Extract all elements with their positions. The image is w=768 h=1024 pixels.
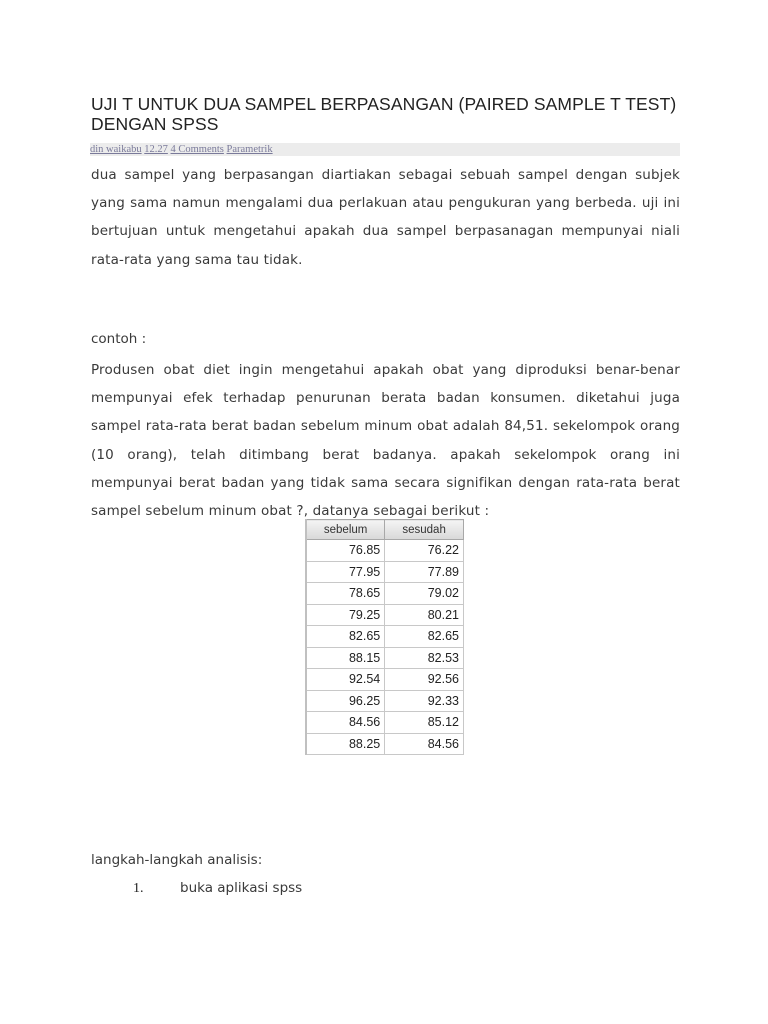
example-paragraph: Produsen obat diet ingin mengetahui apakah obat yang diproduksi benar-benar mempunyai efek terhadap penurunan berata badan konsumen. diketahui juga sampel rata-rata berat badan sebelum minum obat adalah 84,51. sekelompok orang (10 orang), telah ditimbang berat badanya. apakah sekelompok orang ini mempunyai berat badan yang tidak sama secara signifikan dengan rata-rata berat sampel sebelum minum obat ?, datanya sebagai berikut :	[91, 362, 680, 520]
cell-sesudah: 76.22	[385, 540, 464, 562]
cell-sesudah: 92.56	[385, 669, 464, 691]
table-row	[306, 733, 464, 755]
table-row	[306, 669, 464, 691]
example-label: contoh :	[91, 331, 147, 347]
intro-paragraph: dua sampel yang berpasangan diartiakan sebagai sebuah sampel dengan subjek yang sama namun mengalami dua perlakuan atau pengukuran yang berbeda. uji ini bertujuan untuk mengetahui apakah dua sampel berpasanagan mempunyai niali rata-rata yang sama tau tidak.	[91, 167, 680, 268]
step-text: buka aplikasi spss	[180, 880, 303, 896]
cell-sesudah: 82.53	[385, 647, 464, 669]
steps-label: langkah-langkah analisis:	[91, 852, 263, 868]
cell-sesudah: 79.02	[385, 583, 464, 605]
cell-sesudah: 92.33	[385, 690, 464, 712]
cell-sesudah: 77.89	[385, 561, 464, 583]
cell-sebelum: 88.15	[306, 647, 385, 669]
post-meta-bar	[90, 143, 680, 156]
cell-sebelum: 96.25	[306, 690, 385, 712]
cell-sesudah: 84.56	[385, 733, 464, 755]
data-table	[305, 519, 464, 755]
table-row	[306, 626, 464, 648]
cell-sesudah: 82.65	[385, 626, 464, 648]
cell-sebelum: 78.65	[306, 583, 385, 605]
cell-sebelum: 77.95	[306, 561, 385, 583]
comments-link[interactable]: 4 Comments	[170, 144, 224, 155]
step-number: 1.	[133, 881, 144, 896]
cell-sebelum: 82.65	[306, 626, 385, 648]
time-link[interactable]: 12.27	[144, 144, 168, 155]
table-row	[306, 690, 464, 712]
table-row	[306, 604, 464, 626]
page-title: UJI T UNTUK DUA SAMPEL BERPASANGAN (PAIRED SAMPLE T TEST) DENGAN SPSS	[91, 94, 677, 134]
table-row	[306, 647, 464, 669]
category-link[interactable]: Parametrik	[226, 144, 273, 155]
cell-sesudah: 85.12	[385, 712, 464, 734]
author-link[interactable]: din waikabu	[90, 144, 142, 155]
cell-sesudah: 80.21	[385, 604, 464, 626]
column-header-sebelum: sebelum	[306, 520, 385, 540]
cell-sebelum: 79.25	[306, 604, 385, 626]
cell-sebelum: 76.85	[306, 540, 385, 562]
list-item	[133, 880, 303, 897]
table-header-row	[306, 520, 464, 540]
cell-sebelum: 84.56	[306, 712, 385, 734]
cell-sebelum: 88.25	[306, 733, 385, 755]
table-row	[306, 561, 464, 583]
table-row	[306, 540, 464, 562]
cell-sebelum: 92.54	[306, 669, 385, 691]
table-row	[306, 712, 464, 734]
column-header-sesudah: sesudah	[385, 520, 464, 540]
table-row	[306, 583, 464, 605]
